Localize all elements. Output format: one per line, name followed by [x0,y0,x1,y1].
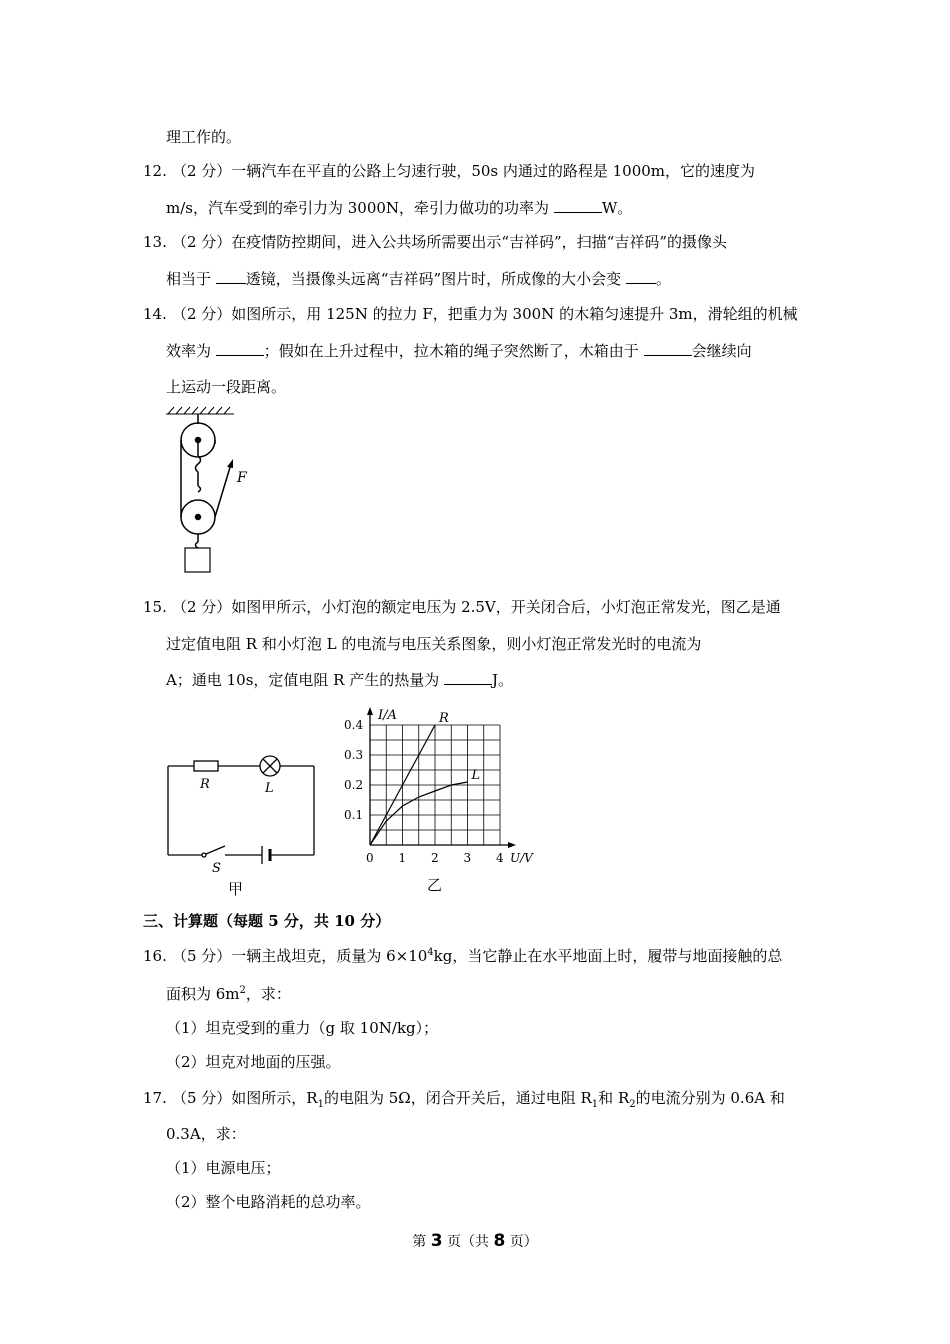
q17-line-a [172,1088,785,1108]
q17-text-a3: 和 R [598,1089,630,1107]
q15-text-c2: J。 [492,671,514,689]
x-axis-arrow-icon [508,842,516,848]
x-tick-label: 0 [366,851,374,865]
exponent: 4 [427,947,434,958]
subscript: 2 [629,1099,636,1110]
q13-line-b [166,269,671,289]
line-0: 理工作的。 [166,128,242,146]
y-tick-label: 0.2 [344,778,364,792]
q13-text-b2: 透镜，当摄像头远离“吉祥码”图片时，所成像的大小会变 [245,270,626,288]
svg-text:S: S [212,861,221,876]
q16-line-a [172,946,782,966]
q12-line-a: （2 分）一辆汽车在平直的公路上匀速行驶，50s 内通过的路程是 1000m，它的速度为 [172,162,756,180]
page-total: 8 [493,1231,506,1251]
x-tick-label: 2 [431,851,439,865]
subscript: 1 [317,1099,324,1110]
answer-blank[interactable] [644,341,692,356]
force-label: F [237,470,247,486]
q17-text-a4: 的电流分别为 0.6A 和 [635,1089,785,1107]
y-tick-label: 0.3 [344,748,364,762]
q17-line-b: 0.3A，求： [166,1125,246,1143]
q15-line-c [166,670,513,690]
q16-number: 16. [143,947,167,965]
q12-text-b2: W。 [601,199,633,217]
svg-text:L: L [265,781,274,796]
graph-axes [367,707,516,848]
page-number: 3 [430,1231,443,1251]
y-axis-label: I/A [378,708,397,723]
q12-number: 12. [143,162,167,180]
answer-blank[interactable] [554,198,602,213]
switch-s [202,853,206,857]
q16-line-b [166,984,291,1004]
x-tick-label: 4 [496,851,504,865]
circuit-figure-jia [160,748,325,900]
x-tick-label: 3 [463,851,472,865]
q17-sub-2: （2）整个电路消耗的总功率。 [166,1193,371,1211]
q17-text-a2: 的电阻为 5Ω，闭合开关后，通过电阻 R [323,1089,592,1107]
q13-text-b1: 相当于 [166,270,216,288]
q14-line-b [166,341,752,361]
q16-text-a2: kg，当它静止在水平地面上时，履带与地面接触的总 [433,947,783,965]
ceiling-hatch [166,407,234,414]
section-3-heading: 三、计算题（每题 5 分，共 10 分） [143,912,391,930]
x-axis-label: U/V [510,851,533,865]
graph-figure-yi [335,700,545,900]
q16-sub-2: （2）坦克对地面的压强。 [166,1053,341,1071]
y-axis-arrow-icon [367,707,373,715]
answer-blank[interactable] [626,269,656,284]
footer-text: 页） [505,1234,538,1250]
q14-text-b2: ；假如在上升过程中，拉木箱的绳子突然断了，木箱由于 [263,342,644,360]
q16-sub-1: （1）坦克受到的重力（g 取 10N/kg）； [166,1019,439,1037]
y-tick-label: 0.4 [344,718,364,732]
q15-number: 15. [143,598,167,616]
q15-line-a: （2 分）如图甲所示，小灯泡的额定电压为 2.5V，开关闭合后，小灯泡正常发光，图乙是通 [172,598,781,616]
q16-text-b2: ，求： [245,985,291,1003]
wooden-box [185,548,210,572]
q17-sub-1: （1）电源电压； [166,1159,281,1177]
q17-text-a1: （5 分）如图所示，R [172,1089,318,1107]
subscript: 1 [591,1099,599,1110]
resistor-r [194,761,218,771]
answer-blank[interactable] [216,269,246,284]
graph-grid [370,725,500,845]
q13-line-a: （2 分）在疫情防控期间，进入公共场所需要出示“吉祥码”，扫描“吉祥码”的摄像头 [172,233,727,251]
graph-caption: 乙 [427,876,443,894]
q16-text-a1: （5 分）一辆主战坦克，质量为 6×10 [172,947,428,965]
q14-text-b3: 会继续向 [691,342,752,360]
footer-text: 第 [412,1234,431,1250]
x-tick-label: 1 [398,851,407,865]
page-footer [0,1231,950,1251]
q12-line-b [166,198,632,218]
answer-blank[interactable] [444,670,492,685]
q14-text-b1: 效率为 [166,342,216,360]
q15-text-c1: A；通电 10s，定值电阻 R 产生的热量为 [166,671,444,689]
answer-blank[interactable] [216,341,264,356]
q14-line-a: （2 分）如图所示，用 125N 的拉力 F，把重力为 300N 的木箱匀速提升 3m，滑轮组的机械 [172,305,798,323]
svg-text:甲: 甲 [228,880,244,898]
arrow-icon [227,459,233,468]
q12-text-b1: m/s，汽车受到的牵引力为 3000N，牵引力做功的功率为 [166,199,554,217]
q13-number: 13. [143,233,167,251]
exponent: 2 [239,985,246,996]
q17-number: 17. [143,1089,167,1107]
y-tick-label: 0.1 [344,808,364,822]
footer-text: 页（共 [442,1234,494,1250]
q16-text-b1: 面积为 6m [166,985,240,1003]
series-label-r: R [439,711,449,726]
series-label-l: L [471,768,481,783]
q14-line-c: 上运动一段距离。 [166,378,287,396]
q13-text-b3: 。 [655,270,671,288]
q14-number: 14. [143,305,167,323]
pulley-figure [160,404,260,576]
q15-line-b: 过定值电阻 R 和小灯泡 L 的电流与电压关系图象，则小灯泡正常发光时的电流为 [166,635,702,653]
svg-text:R: R [200,777,210,792]
